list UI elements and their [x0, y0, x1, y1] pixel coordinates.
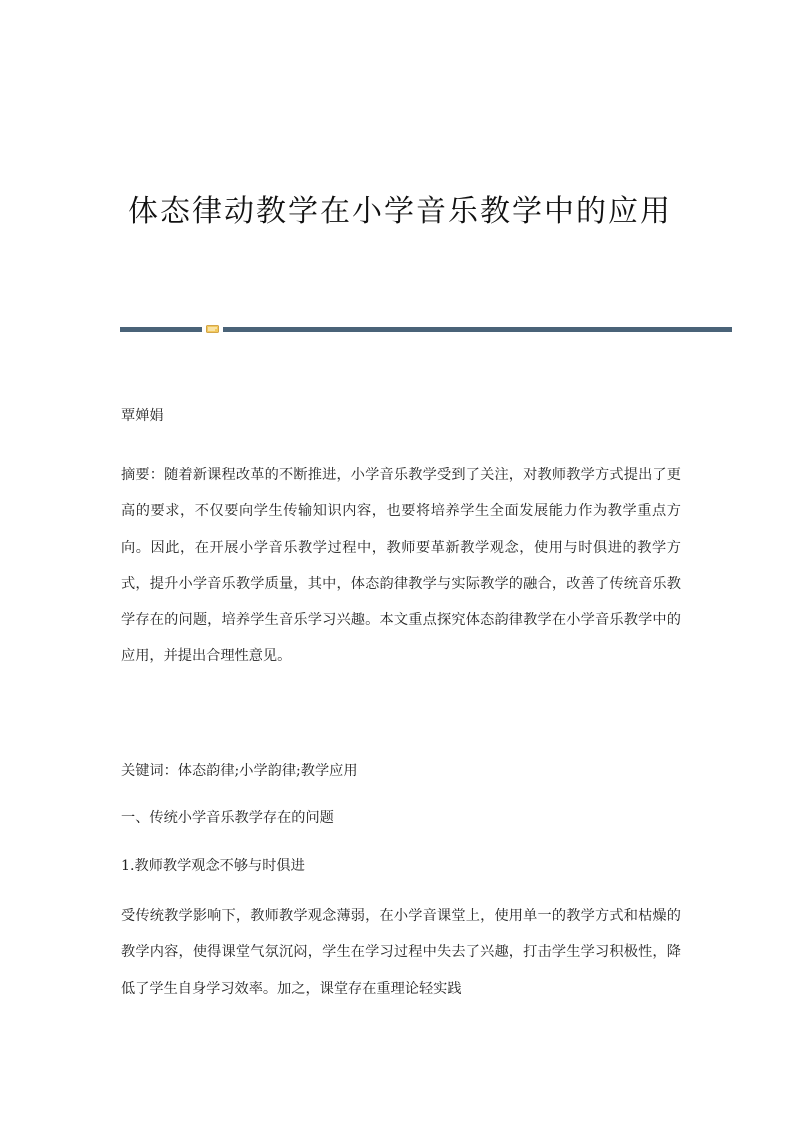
section-heading: 一、传统小学音乐教学存在的问题	[121, 810, 334, 826]
keywords-line: 关键词：体态韵律;小学韵律;教学应用	[121, 763, 358, 779]
divider-left-bar	[120, 327, 202, 332]
title-divider	[120, 325, 732, 333]
body-paragraph: 受传统教学影响下，教师教学观念薄弱，在小学音课堂上，使用单一的教学方式和枯燥的教学内容，使得课堂气氛沉闷，学生在学习过程中失去了兴趣，打击学生学习积极性，降低了学生自身学习效率。加之，课堂存在重理论轻实践	[121, 908, 681, 997]
divider-right-bar	[223, 327, 732, 332]
document-title: 体态律动教学在小学音乐教学中的应用	[128, 194, 672, 229]
author-name: 覃婵娟	[121, 408, 164, 424]
subsection-heading: 1.教师教学观念不够与时俱进	[121, 858, 305, 874]
pencil-ornament-icon	[206, 324, 219, 334]
abstract-paragraph: 摘要：随着新课程改革的不断推进，小学音乐教学受到了关注，对教师教学方式提出了更高的要求，不仅要向学生传输知识内容，也要将培养学生全面发展能力作为教学重点方向。因此，在开展小学音乐教学过程中，教师要革新教学观念，使用与时俱进的教学方式，提升小学音乐教学质量，其中，体态韵律教学与实际教学的融合，改善了传统音乐教学存在的问题，培养学生音乐学习兴趣。本文重点探究体态韵律教学在小学音乐教学中的应用，并提出合理性意见。	[121, 467, 681, 665]
